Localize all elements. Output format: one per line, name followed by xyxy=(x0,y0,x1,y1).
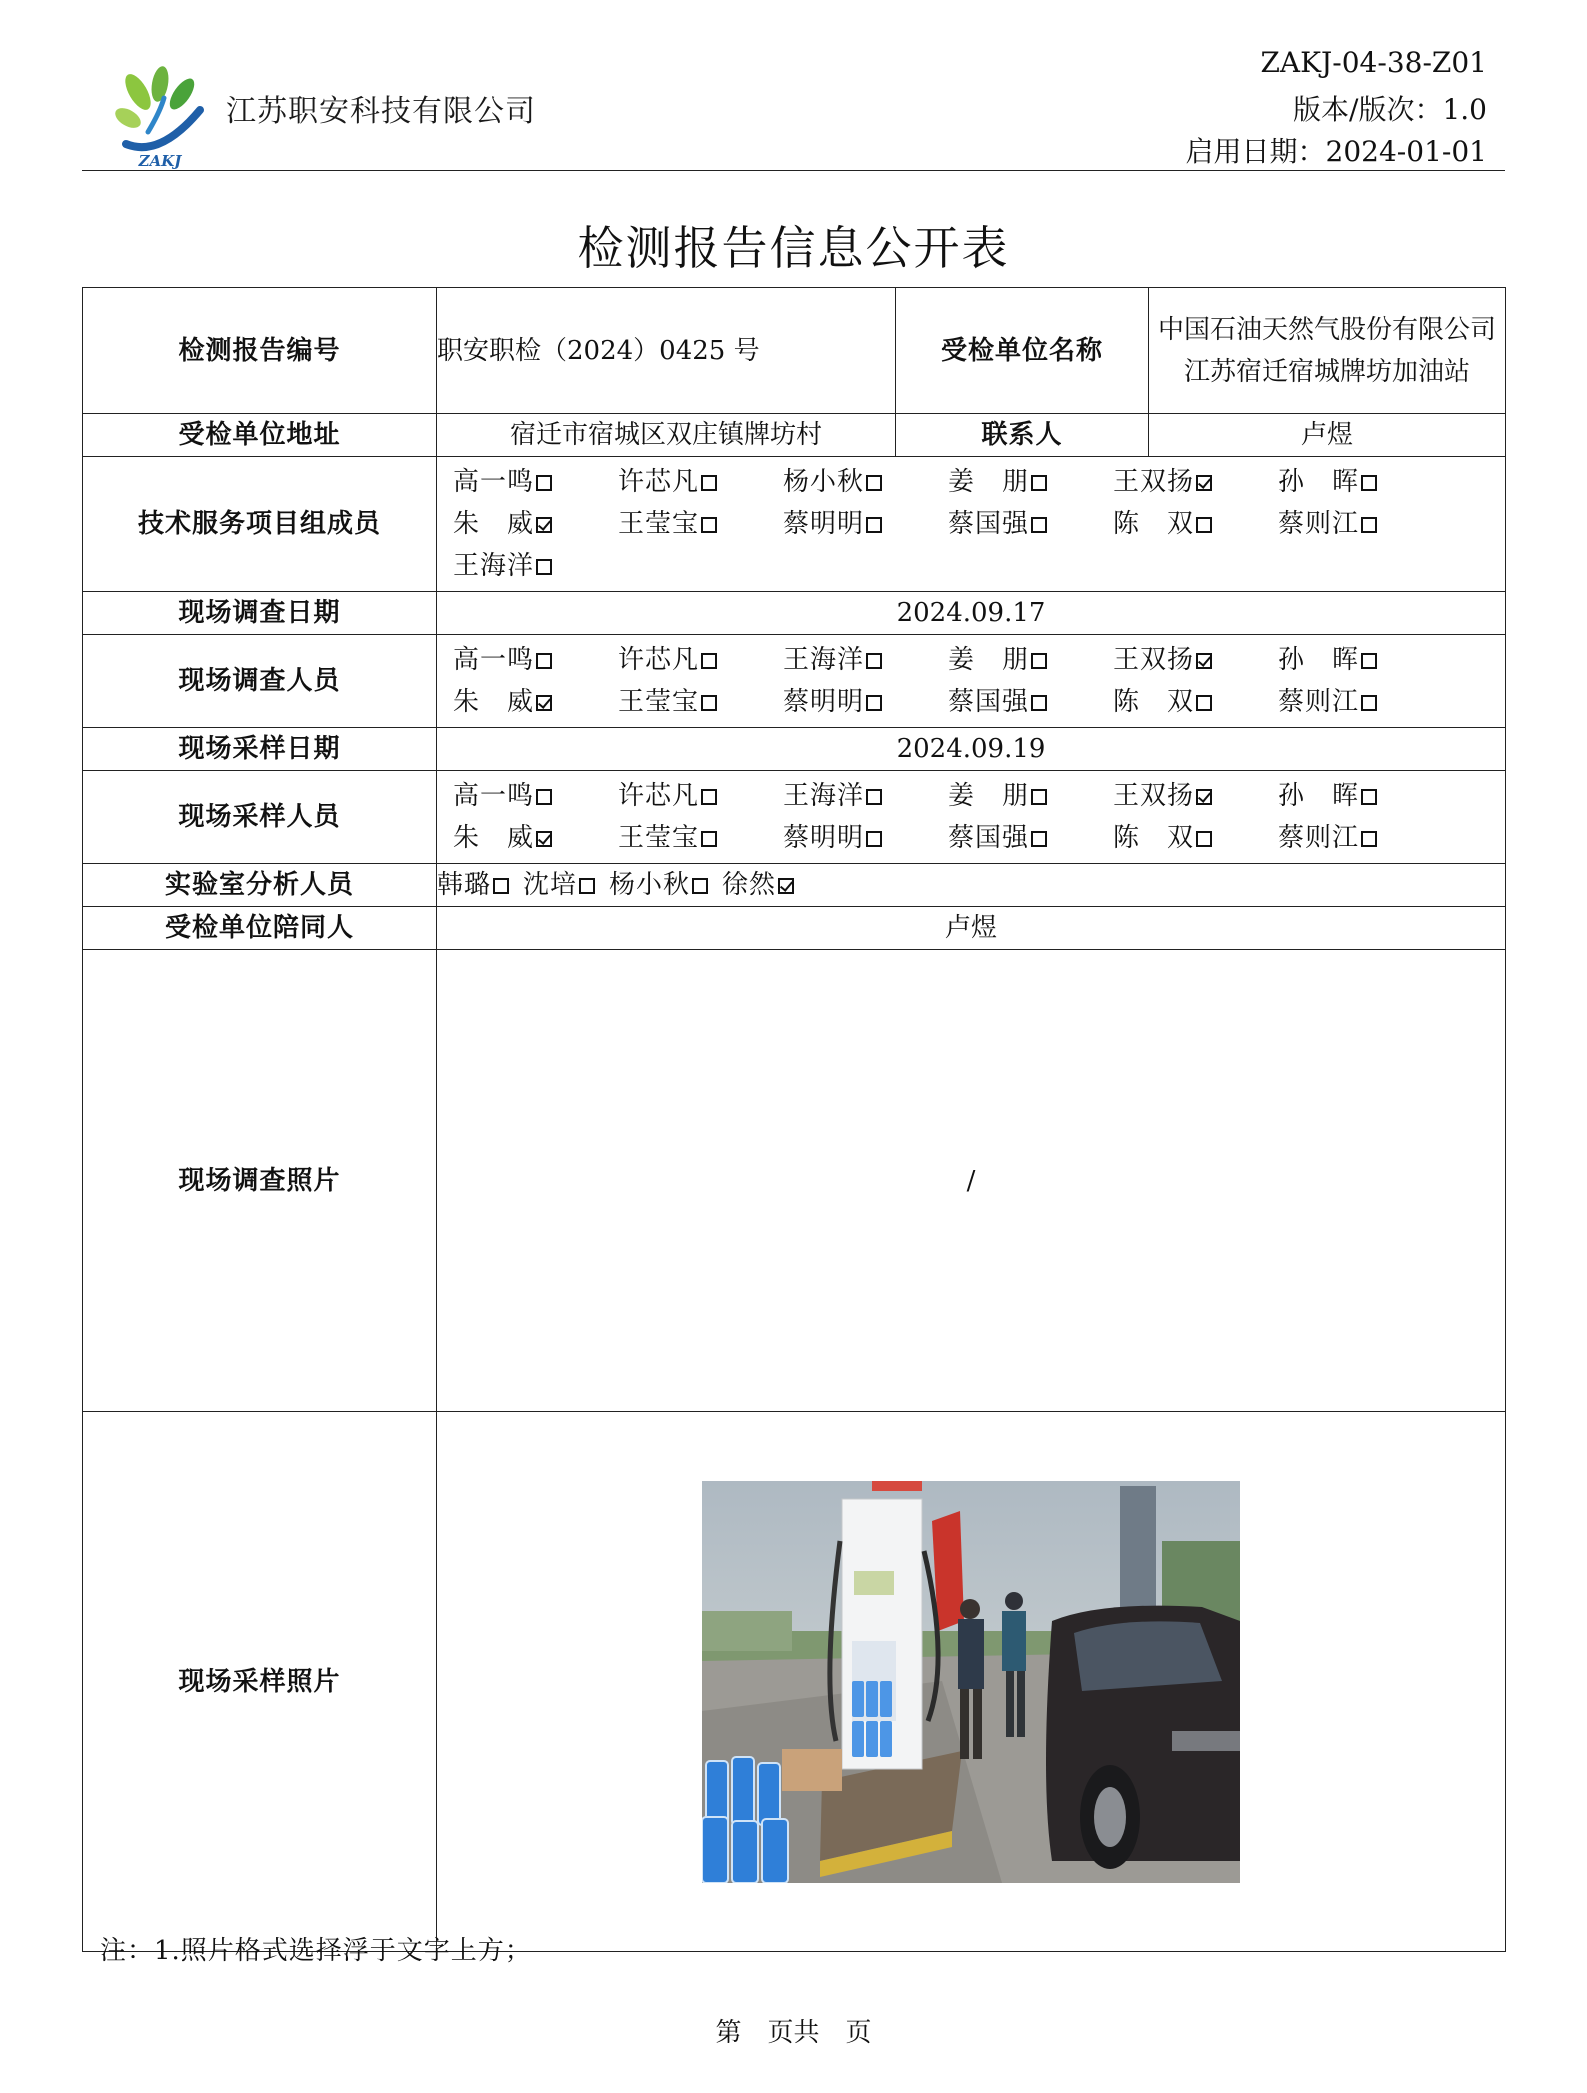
person-name: 许芯凡 xyxy=(618,645,700,675)
person-entry xyxy=(618,503,783,545)
person-name: 王莹宝 xyxy=(618,509,700,539)
person-entry xyxy=(453,775,618,817)
person-name: 姜 朋 xyxy=(948,467,1030,497)
person-entry xyxy=(948,817,1113,859)
survey-staff-grid xyxy=(453,639,1505,723)
person-entry xyxy=(1278,817,1443,859)
person-entry xyxy=(453,545,618,587)
person-name: 陈 双 xyxy=(1113,687,1195,717)
label-tech-members: 技术服务项目组成员 xyxy=(83,457,437,592)
person-name: 王双扬 xyxy=(1113,645,1195,675)
person-name: 蔡国强 xyxy=(948,509,1030,539)
unchecked-box-icon[interactable] xyxy=(701,831,717,847)
row-survey-date xyxy=(83,592,1506,635)
row-sampling-photo xyxy=(83,1412,1506,1952)
row-sampling-staff xyxy=(83,771,1506,864)
header-divider xyxy=(82,170,1505,171)
person-entry xyxy=(437,864,509,906)
person-name: 蔡则江 xyxy=(1278,823,1360,853)
label-lab-staff: 实验室分析人员 xyxy=(83,864,437,907)
person-entry xyxy=(618,639,783,681)
report-info-table xyxy=(82,287,1506,1952)
unchecked-box-icon[interactable] xyxy=(1361,695,1377,711)
value-report-no: 职安职检（2024）0425 号 xyxy=(437,288,896,414)
person-entry xyxy=(523,864,595,906)
person-name: 陈 双 xyxy=(1113,823,1195,853)
unchecked-box-icon[interactable] xyxy=(866,517,882,533)
value-survey-date: 2024.09.17 xyxy=(437,592,1506,635)
person-name: 蔡明明 xyxy=(783,687,865,717)
person-name: 陈 双 xyxy=(1113,509,1195,539)
unchecked-box-icon[interactable] xyxy=(1031,653,1047,669)
unchecked-box-icon[interactable] xyxy=(536,475,552,491)
sampling-staff-list xyxy=(437,771,1506,864)
unchecked-box-icon[interactable] xyxy=(866,695,882,711)
person-entry xyxy=(1113,775,1278,817)
person-entry xyxy=(1113,461,1278,503)
person-entry xyxy=(1278,775,1443,817)
checked-box-icon[interactable] xyxy=(536,517,552,533)
unchecked-box-icon[interactable] xyxy=(866,475,882,491)
person-entry xyxy=(453,681,618,723)
person-entry xyxy=(948,461,1113,503)
person-name: 高一鸣 xyxy=(453,645,535,675)
sampling-staff-grid xyxy=(453,775,1505,859)
person-entry xyxy=(1113,503,1278,545)
person-entry xyxy=(1278,503,1443,545)
row-survey-staff xyxy=(83,635,1506,728)
person-entry xyxy=(1113,681,1278,723)
person-name: 徐然 xyxy=(722,870,777,900)
person-entry xyxy=(948,639,1113,681)
person-name: 蔡明明 xyxy=(783,509,865,539)
person-entry xyxy=(1278,461,1443,503)
unchecked-box-icon[interactable] xyxy=(701,695,717,711)
unchecked-box-icon[interactable] xyxy=(701,653,717,669)
label-sampling-staff: 现场采样人员 xyxy=(83,771,437,864)
person-name: 沈培 xyxy=(523,870,578,900)
unchecked-box-icon[interactable] xyxy=(1031,831,1047,847)
unchecked-box-icon[interactable] xyxy=(1196,517,1212,533)
label-report-no: 检测报告编号 xyxy=(83,288,437,414)
person-entry xyxy=(618,461,783,503)
checked-box-icon[interactable] xyxy=(536,695,552,711)
person-name: 姜 朋 xyxy=(948,781,1030,811)
unchecked-box-icon[interactable] xyxy=(692,878,708,894)
person-entry xyxy=(453,639,618,681)
unchecked-box-icon[interactable] xyxy=(536,653,552,669)
person-entry xyxy=(783,503,948,545)
unchecked-box-icon[interactable] xyxy=(701,475,717,491)
label-unit-address: 受检单位地址 xyxy=(83,414,437,457)
document-start-date: 启用日期：2024-01-01 xyxy=(1185,135,1487,168)
label-survey-date: 现场调查日期 xyxy=(83,592,437,635)
label-contact: 联系人 xyxy=(896,414,1149,457)
label-survey-photo: 现场调查照片 xyxy=(83,950,437,1412)
person-name: 蔡则江 xyxy=(1278,509,1360,539)
footnote: 注：1.照片格式选择浮于文字上方； xyxy=(100,1936,532,1966)
label-sampling-photo: 现场采样照片 xyxy=(83,1412,437,1952)
person-entry xyxy=(453,461,618,503)
person-name: 杨小秋 xyxy=(609,870,691,900)
unchecked-box-icon[interactable] xyxy=(866,831,882,847)
document-code: ZAKJ-04-38-Z01 xyxy=(1260,46,1487,79)
person-name: 朱 威 xyxy=(453,509,535,539)
person-name: 蔡明明 xyxy=(783,823,865,853)
label-unit-name: 受检单位名称 xyxy=(896,288,1149,414)
value-sampling-date: 2024.09.19 xyxy=(437,728,1506,771)
unchecked-box-icon[interactable] xyxy=(1361,653,1377,669)
lab-staff-list xyxy=(437,864,1506,907)
value-unit-name: 中国石油天然气股份有限公司江苏宿迁宿城牌坊加油站 xyxy=(1149,288,1506,414)
checked-box-icon[interactable] xyxy=(536,831,552,847)
tech-members-grid xyxy=(453,461,1505,587)
person-entry xyxy=(722,864,794,906)
value-survey-photo: / xyxy=(437,950,1506,1412)
person-entry xyxy=(1278,681,1443,723)
checked-box-icon[interactable] xyxy=(1196,475,1212,491)
unchecked-box-icon[interactable] xyxy=(1361,831,1377,847)
person-name: 姜 朋 xyxy=(948,645,1030,675)
label-survey-staff: 现场调查人员 xyxy=(83,635,437,728)
unchecked-box-icon[interactable] xyxy=(1031,789,1047,805)
label-sampling-date: 现场采样日期 xyxy=(83,728,437,771)
person-name: 王海洋 xyxy=(783,645,865,675)
person-name: 王海洋 xyxy=(453,551,535,581)
person-name: 孙 晖 xyxy=(1278,467,1360,497)
person-name: 蔡国强 xyxy=(948,823,1030,853)
unchecked-box-icon[interactable] xyxy=(1031,517,1047,533)
person-name: 朱 威 xyxy=(453,823,535,853)
gas-station-sampling-photo xyxy=(702,1481,1240,1883)
unchecked-box-icon[interactable] xyxy=(701,789,717,805)
person-entry xyxy=(618,681,783,723)
unchecked-box-icon[interactable] xyxy=(493,878,509,894)
person-name: 王莹宝 xyxy=(618,823,700,853)
value-contact: 卢煜 xyxy=(1149,414,1506,457)
unchecked-box-icon[interactable] xyxy=(536,789,552,805)
unchecked-box-icon[interactable] xyxy=(1031,475,1047,491)
unchecked-box-icon[interactable] xyxy=(866,789,882,805)
person-entry xyxy=(948,775,1113,817)
logo-text: ZAKJ xyxy=(138,152,182,170)
checked-box-icon[interactable] xyxy=(1196,653,1212,669)
page-footer: 第 页共 页 xyxy=(715,2018,872,2048)
person-name: 许芯凡 xyxy=(618,467,700,497)
survey-staff-list xyxy=(437,635,1506,728)
value-companion: 卢煜 xyxy=(437,907,1506,950)
label-companion: 受检单位陪同人 xyxy=(83,907,437,950)
person-name: 王海洋 xyxy=(783,781,865,811)
unchecked-box-icon[interactable] xyxy=(1361,517,1377,533)
person-name: 孙 晖 xyxy=(1278,781,1360,811)
person-name: 王双扬 xyxy=(1113,467,1195,497)
unchecked-box-icon[interactable] xyxy=(1031,695,1047,711)
unchecked-box-icon[interactable] xyxy=(579,878,595,894)
sampling-photo-cell xyxy=(437,1412,1506,1952)
unchecked-box-icon[interactable] xyxy=(1196,695,1212,711)
person-name: 蔡则江 xyxy=(1278,687,1360,717)
row-companion xyxy=(83,907,1506,950)
tech-members-list xyxy=(437,457,1506,592)
row-sampling-date xyxy=(83,728,1506,771)
logo-leaves-icon xyxy=(112,65,200,147)
person-entry xyxy=(453,817,618,859)
value-unit-address: 宿迁市宿城区双庄镇牌坊村 xyxy=(437,414,896,457)
company-logo xyxy=(108,62,212,172)
person-entry xyxy=(948,681,1113,723)
person-name: 许芯凡 xyxy=(618,781,700,811)
person-name: 高一鸣 xyxy=(453,781,535,811)
lab-staff-inline xyxy=(437,864,1505,906)
person-name: 杨小秋 xyxy=(783,467,865,497)
person-entry xyxy=(783,461,948,503)
page-title: 检测报告信息公开表 xyxy=(577,221,1010,275)
unchecked-box-icon[interactable] xyxy=(701,517,717,533)
checked-box-icon[interactable] xyxy=(1196,789,1212,805)
person-name: 韩璐 xyxy=(437,870,492,900)
row-tech-members xyxy=(83,457,1506,592)
document-version: 版本/版次：1.0 xyxy=(1293,93,1487,126)
person-entry xyxy=(948,503,1113,545)
person-name: 王莹宝 xyxy=(618,687,700,717)
person-entry xyxy=(453,503,618,545)
company-name: 江苏职安科技有限公司 xyxy=(226,94,536,129)
unchecked-box-icon[interactable] xyxy=(866,653,882,669)
person-entry xyxy=(783,775,948,817)
person-entry xyxy=(618,817,783,859)
person-entry xyxy=(1113,639,1278,681)
person-entry xyxy=(783,681,948,723)
person-entry xyxy=(609,864,708,906)
row-survey-photo xyxy=(83,950,1506,1412)
person-name: 朱 威 xyxy=(453,687,535,717)
unchecked-box-icon[interactable] xyxy=(1361,789,1377,805)
checked-box-icon[interactable] xyxy=(778,878,794,894)
row-unit-address xyxy=(83,414,1506,457)
person-name: 蔡国强 xyxy=(948,687,1030,717)
unchecked-box-icon[interactable] xyxy=(1196,831,1212,847)
person-entry xyxy=(783,639,948,681)
person-name: 孙 晖 xyxy=(1278,645,1360,675)
unchecked-box-icon[interactable] xyxy=(1361,475,1377,491)
person-entry xyxy=(1113,817,1278,859)
unchecked-box-icon[interactable] xyxy=(536,559,552,575)
row-report-no xyxy=(83,288,1506,414)
person-name: 高一鸣 xyxy=(453,467,535,497)
row-lab-staff xyxy=(83,864,1506,907)
person-entry xyxy=(783,817,948,859)
person-name: 王双扬 xyxy=(1113,781,1195,811)
person-entry xyxy=(618,775,783,817)
person-entry xyxy=(1278,639,1443,681)
